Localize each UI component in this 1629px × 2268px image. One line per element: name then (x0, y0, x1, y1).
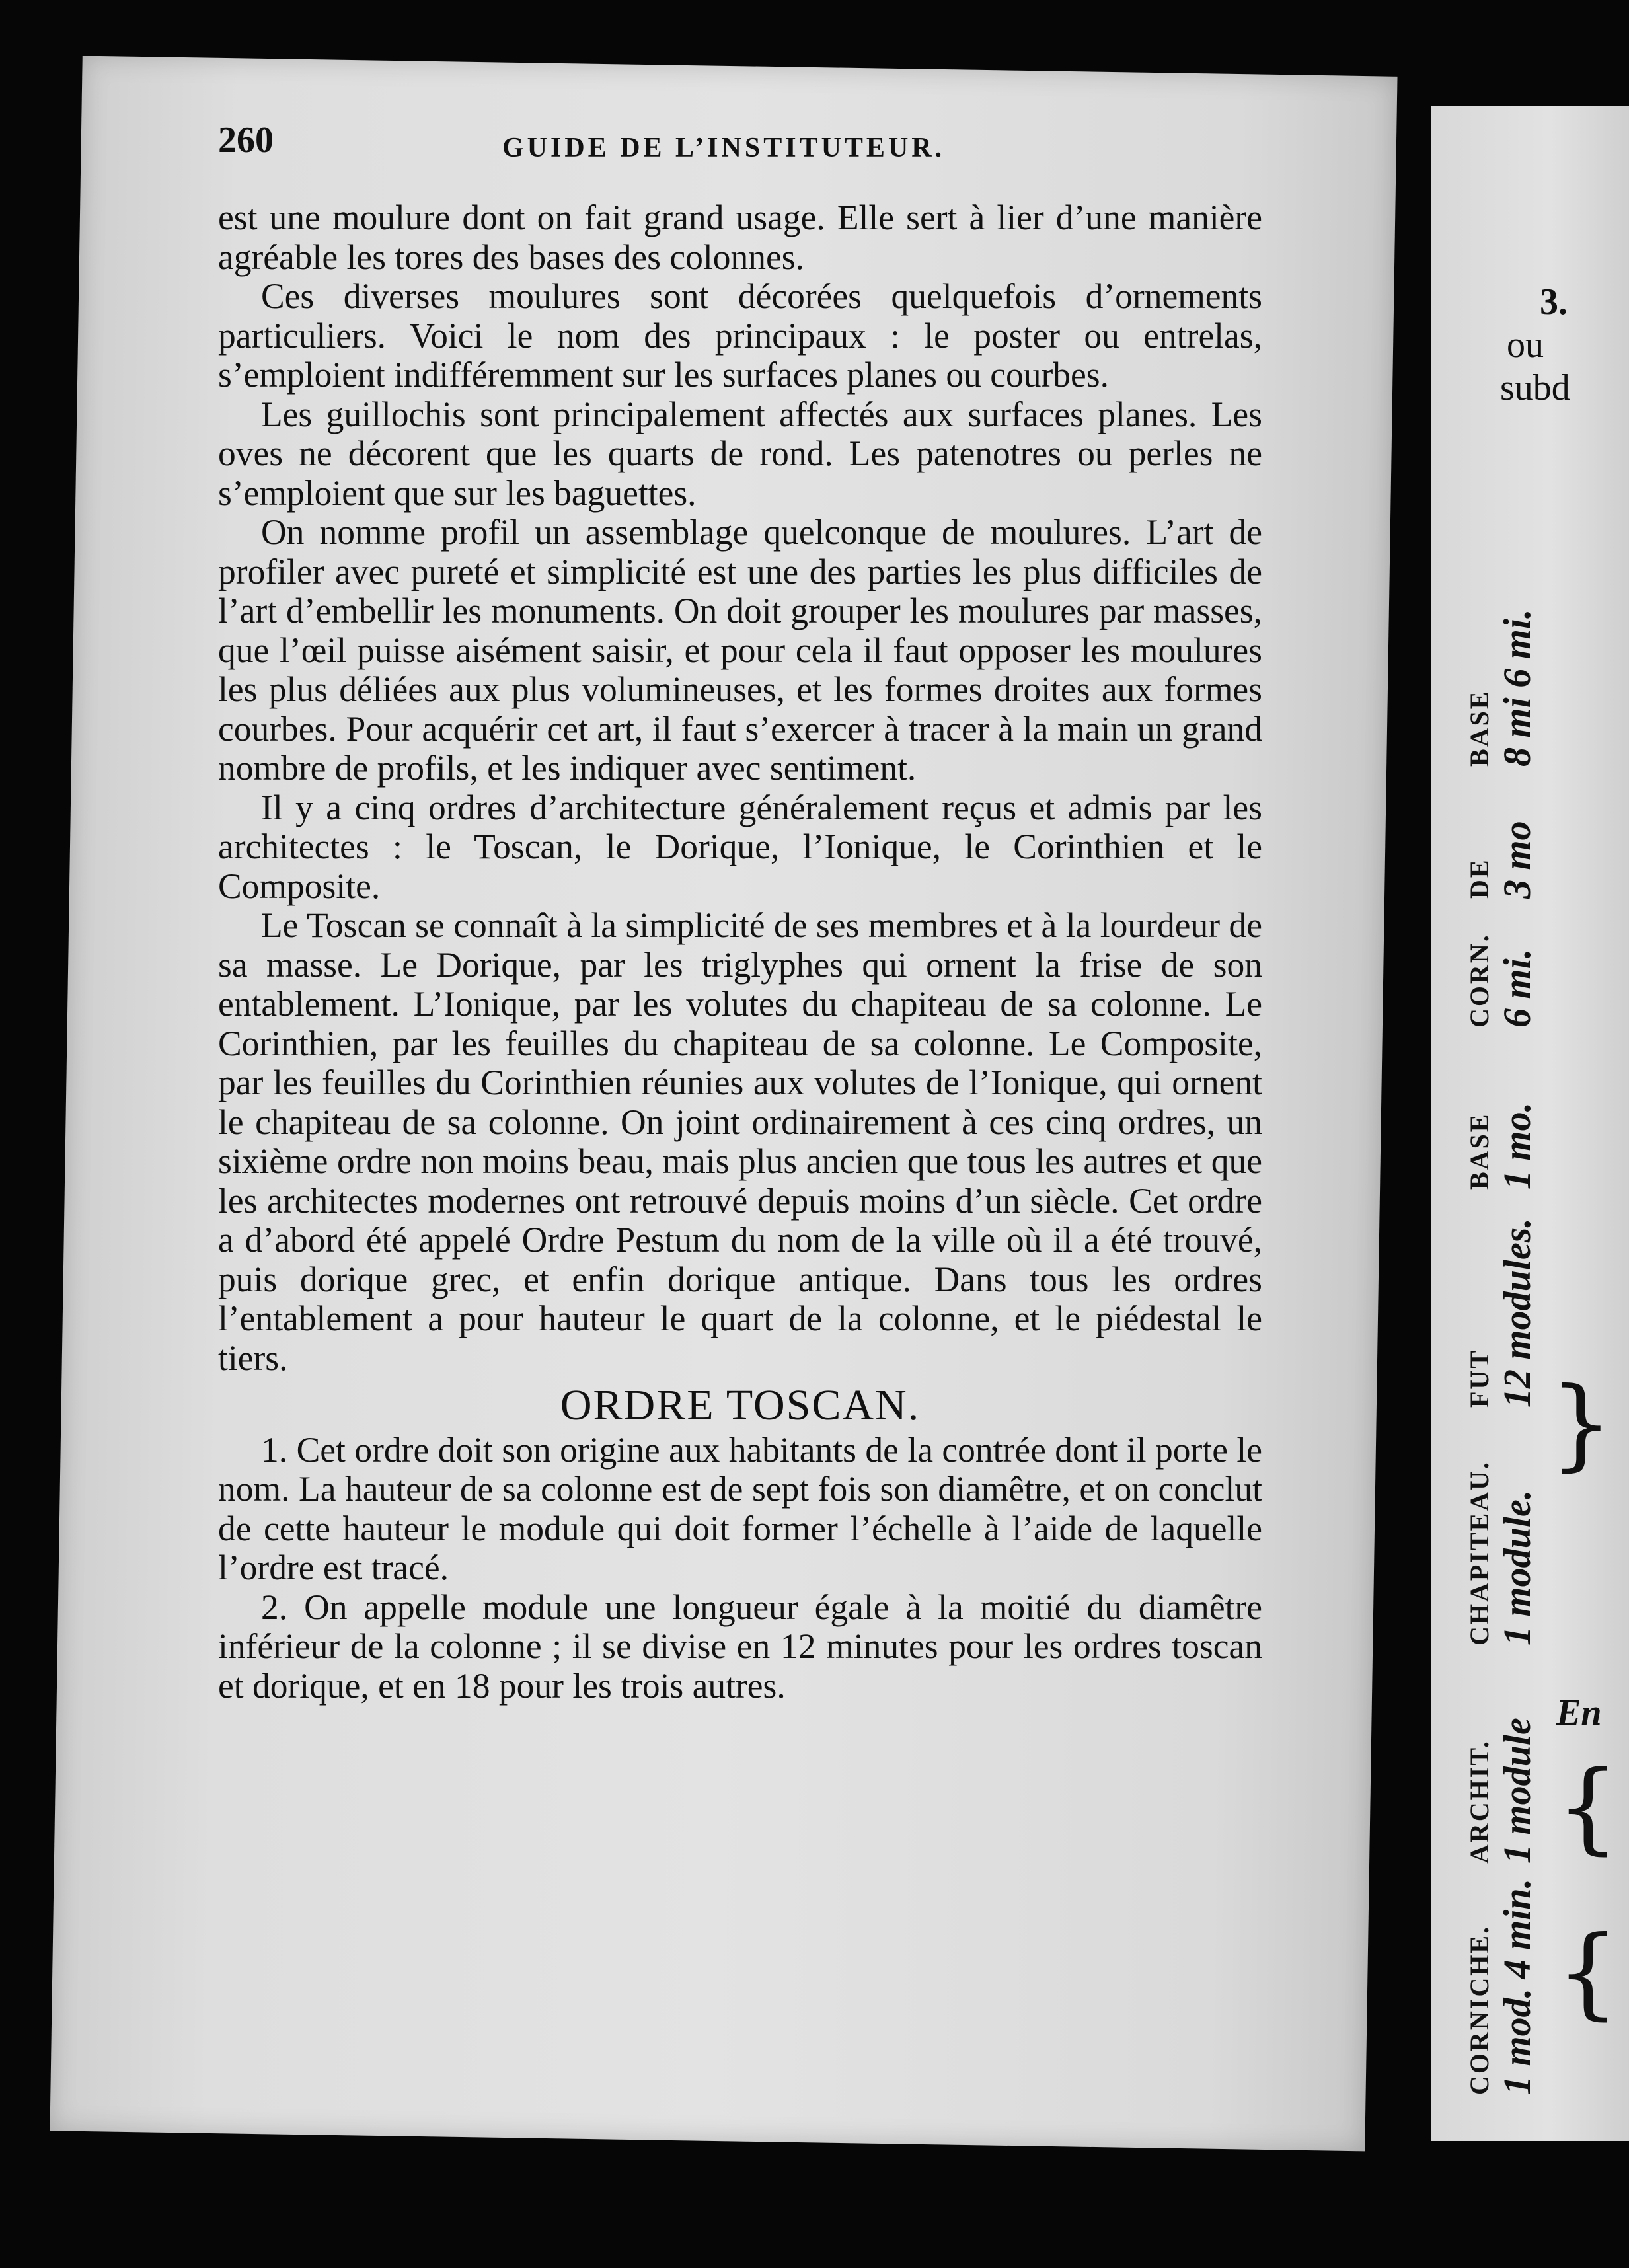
paragraph: 2. On appelle module une longueur égale à la moitié du diamêtre inférieur de la colonne ; il se divise en 12 minutes pour les ordres toscan et dorique, et en 18 pour les trois autres. (218, 1587, 1262, 1706)
section-title: ORDRE TOSCAN. (560, 1381, 921, 1429)
brace-icon-2: { (1556, 1750, 1620, 1865)
page-number: 260 (218, 120, 274, 161)
paragraph: On nomme profil un assemblage quelconque de moulures. L’art de profiler avec pureté et simplicité est une des parties les plus difficiles de l’art d’embellir les monuments. On doit grouper les moulures par masses, que l’œil puisse aisément saisir, et pour cela il faut opposer les moulures les plus déliées aux plus volumineuses, et les formes droites aux formes courbes. Pour acquérir cet art, il faut s’exercer à tracer à la main un grand nombre de profils, et les indiquer avec sentiment. (218, 512, 1262, 788)
paragraph: Il y a cinq ordres d’architecture généralement reçus et admis par les architectes : le Toscan, le Dorique, l’Ionique, le Corinthien et le Composite. (218, 787, 1262, 906)
facing-fragment-3: subd (1500, 367, 1570, 408)
label-de: DE 3 mo (1464, 821, 1538, 899)
paragraph: Ces diverses moulures sont décorées quelquefois d’ornements particuliers. Voici le nom des principaux : le poster ou entrelas, s’emploient indifféremment sur les surfaces planes ou courbes. (218, 276, 1262, 395)
label-chapiteau: CHAPITEAU. 1 module. (1464, 1460, 1538, 1645)
facing-fragment-4: En (1556, 1692, 1602, 1733)
label-corniche: CORNICHE. 1 mod. 4 min. (1464, 1878, 1538, 2095)
paragraph: 1. Cet ordre doit son origine aux habitants de la contrée dont il porte le nom. La hauteur de sa colonne est de sept fois son diamêtre, et on conclut de cette hauteur le module qui doit former l’échelle à l’aide de laquelle l’ordre est tracé. (218, 1429, 1262, 1587)
label-fut: FUT 12 modules. (1464, 1218, 1538, 1408)
brace-icon: } (1550, 1367, 1613, 1482)
brace-icon-3: { (1556, 1915, 1620, 2030)
facing-fragment-1: 3. (1540, 282, 1568, 322)
paragraph: est une moulure dont on fait grand usage. Elle sert à lier d’une manière agréable les tores des bases des colonnes. (218, 198, 1262, 277)
facing-fragment-2: ou (1507, 324, 1544, 365)
paragraph: Le Toscan se connaît à la simplicité de ses membres et à la lourdeur de sa masse. Le Dorique, par les triglyphes qui ornent la frise de son entablement. L’Ionique, par les volutes du chapiteau de sa colonne. Le Corinthien, par les feuilles du chapiteau de sa colonne. Le Composite, par les feuilles du Corinthien réunies aux volutes de l’Ionique, qui ornent le chapiteau de sa colonne. On joint ordinairement à ces cinq ordres, un sixième ordre non moins beau, mais plus ancien que tous les autres et que les architectes modernes ont retrouvé depuis moins d’un siècle. Cet ordre a d’abord été appelé Ordre Pestum du nom de la ville où il a été trouvé, puis dorique grec, et enfin dorique antique. Dans tous les ordres l’entablement a pour hauteur le quart de la colonne, et le piédestal le tiers. (218, 905, 1262, 1378)
label-base-2: BASE 8 mi 6 mi. (1464, 609, 1538, 767)
label-archit: ARCHIT. 1 module (1464, 1718, 1538, 1864)
label-corn: CORN. 6 mi. (1464, 933, 1538, 1028)
facing-page (1431, 106, 1629, 2141)
label-base: BASE 1 mo. (1464, 1102, 1538, 1190)
page-header (218, 119, 1249, 178)
paragraph: Les guillochis sont principalement affectés aux surfaces planes. Les oves ne décorent que les quarts de rond. Les patenotres ou perles ne s’emploient que sur les baguettes. (218, 394, 1262, 513)
body-text (218, 198, 1262, 1706)
running-head: GUIDE DE L’INSTITUTEUR. (502, 133, 946, 163)
